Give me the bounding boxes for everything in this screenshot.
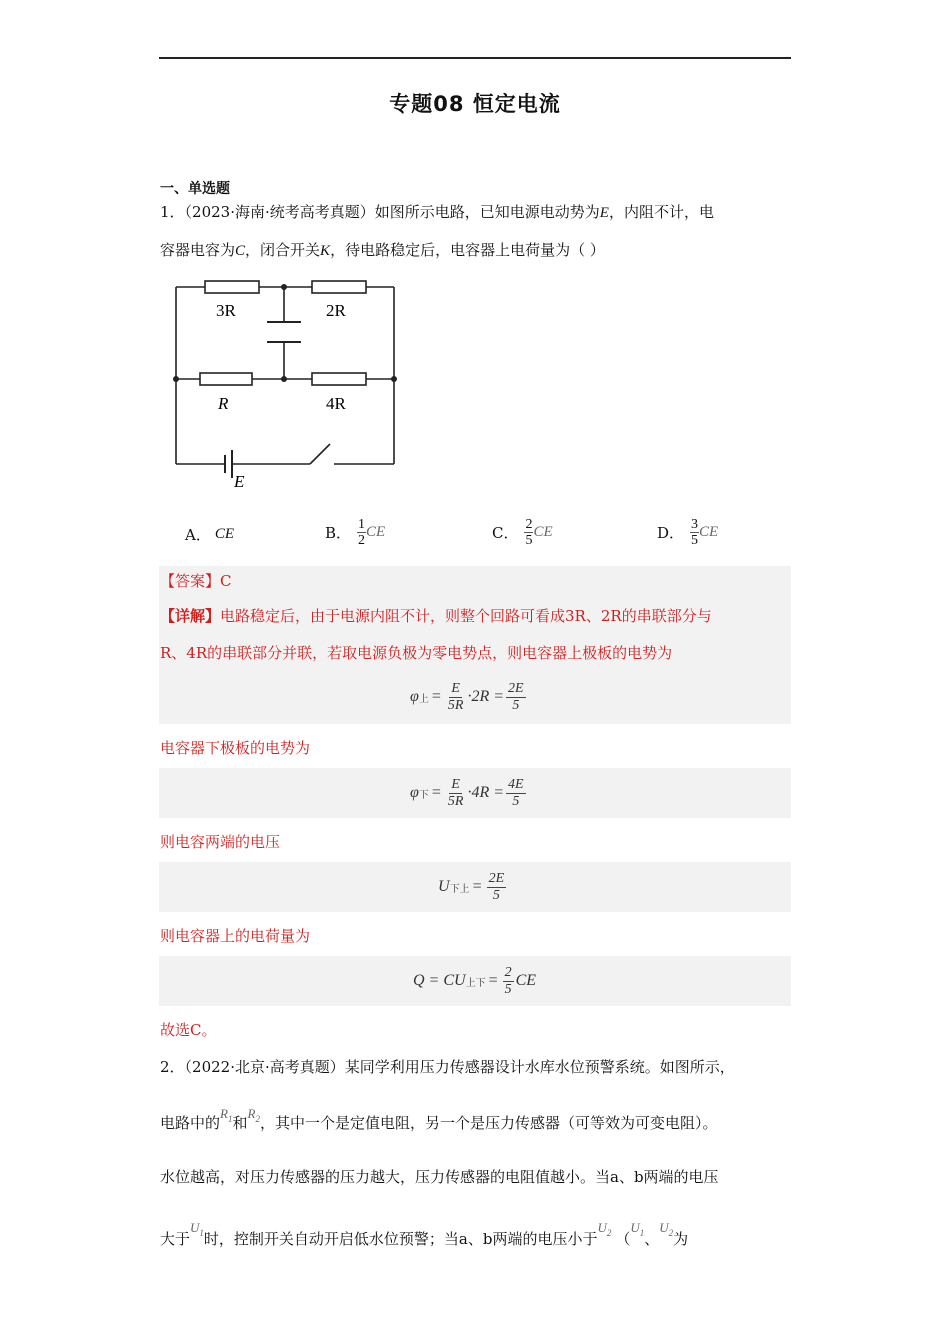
resistor-4r — [312, 373, 366, 385]
option-d[interactable]: D． $\frac{3}{5}$ CE — [657, 516, 719, 548]
resistor-r — [200, 373, 252, 385]
text-charge: 则电容器上的电荷量为 — [160, 927, 311, 945]
option-b[interactable]: B． $\frac{1}{2}$ CE — [325, 516, 386, 548]
circuit-diagram — [160, 268, 420, 496]
q2-line-1: 2．（2022·北京·高考真题）某同学利用压力传感器设计水库水位预警系统。如图所示， — [160, 1058, 735, 1076]
formula-charge: Q = CU 上下 = $\frac{2}{5}$ CE — [413, 964, 537, 997]
option-a[interactable]: A． CE — [185, 525, 235, 544]
page-title: 专题08 恒定电流 — [389, 92, 561, 116]
formula-lower-potential: φ 下 = $\frac{E}{5R}$ ·4R = $\frac{4E}{5}$ — [410, 776, 524, 809]
q1-line-1: 1．（2023·海南·统考高考真题）如图所示电路，已知电源电动势为E，内阻不计，电 — [160, 203, 714, 221]
option-c[interactable]: C． $\frac{2}{5}$ CE — [492, 516, 553, 548]
label-3r: 3R — [216, 301, 236, 320]
label-2r: 2R — [326, 301, 346, 320]
resistor-2r — [312, 281, 366, 293]
detail-line-1: 【详解】电路稳定后，由于电源内阻不计，则整个回路可看成3R、2R的串联部分与 — [160, 607, 712, 625]
label-4r: 4R — [326, 394, 346, 413]
q2-line-2: 电路中的$R_1$和$R_2$，其中一个是定值电阻，另一个是压力传感器（可等效为可变电阻）。 — [160, 1106, 718, 1132]
conclusion: 故选C。 — [160, 1021, 217, 1039]
formula-voltage: U 下上 = $\frac{2E}{5}$ — [438, 870, 505, 903]
detail-line-2: R、4R的串联部分并联，若取电源负极为零电势点，则电容器上极板的电势为 — [160, 644, 673, 662]
q1-line-2: 容器电容为C，闭合开关K，待电路稳定后，电容器上电荷量为（ ） — [160, 241, 605, 259]
formula-upper-potential: φ 上 = $\frac{E}{5R}$ ·2R = $\frac{2E}{5}$ — [410, 680, 524, 713]
section-heading: 一、单选题 — [160, 181, 230, 197]
text-lower-potential: 电容器下极板的电势为 — [160, 739, 311, 757]
label-r: R — [218, 394, 229, 413]
q2-line-4: 大于$U_1$时，控制开关自动开启低水位预警；当a、b两端的电压小于$U_2$ （$U_1$、$U_2$为 — [160, 1220, 689, 1248]
label-e: E — [234, 472, 245, 491]
resistor-3r — [205, 281, 259, 293]
header-rule — [159, 57, 791, 59]
text-voltage: 则电容两端的电压 — [160, 833, 281, 851]
answer-label: 【答案】C — [160, 572, 232, 590]
q2-line-3: 水位越高，对压力传感器的压力越大，压力传感器的电阻值越小。当a、b两端的电压 — [160, 1168, 719, 1186]
